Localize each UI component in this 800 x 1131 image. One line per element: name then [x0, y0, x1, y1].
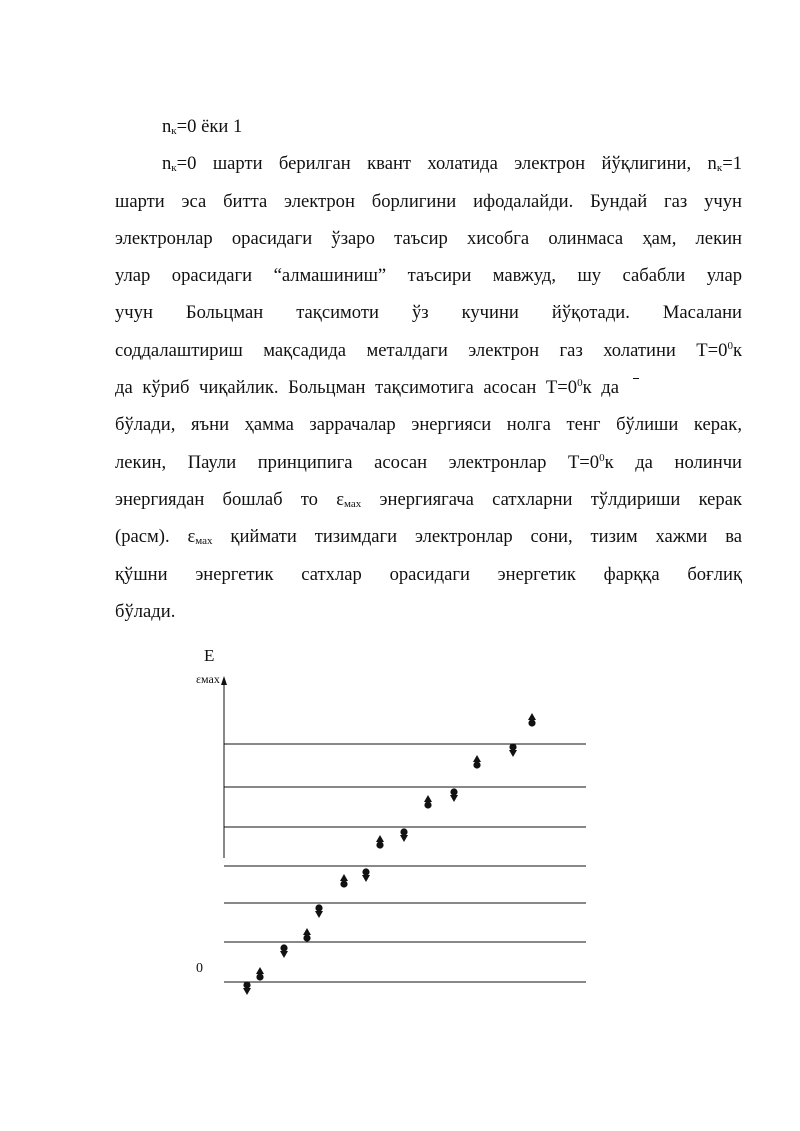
spin-up-electron — [528, 713, 536, 727]
degree-superscript: 0 — [599, 451, 605, 464]
spin-down-electron — [280, 944, 288, 958]
n-symbol: n — [162, 153, 172, 175]
spin-down-electron — [509, 743, 517, 757]
spin-up-electron — [303, 928, 311, 942]
spin-down-electron — [243, 981, 251, 995]
axis-arrow-icon — [221, 676, 227, 685]
text-span: қиймати тизимдаги электронлар сони, тизим хажми ва — [212, 526, 742, 548]
n-symbol: n — [162, 116, 172, 137]
text-span: к да — [582, 377, 619, 399]
electrons — [243, 713, 536, 995]
text-line-3: шарти эса битта электрон борлигини ифодалайди. Бундай газ учун — [115, 190, 742, 212]
text-span: =0 ёки 1 — [176, 116, 243, 137]
spin-up-electron — [256, 967, 264, 981]
text-line-14: бўлади. — [115, 600, 176, 622]
n-symbol: n — [707, 153, 717, 175]
energy-axis-label: E — [204, 646, 215, 665]
text-line-6: учун Больцман тақсимоти ўз кучини йўқотади. Масалани — [115, 302, 742, 324]
text-span: =1 — [722, 153, 742, 175]
k-subscript: к — [716, 162, 723, 175]
spin-up-electron — [376, 835, 384, 849]
text-span: к — [732, 339, 742, 361]
text-line-4: электронлар орасидаги ўзаро таъсир хисобга олинмаса ҳам, лекин — [115, 227, 742, 249]
max-subscript: мах — [195, 535, 213, 548]
spin-down-electron — [315, 904, 323, 918]
text-line-9: бўлади, яъни ҳамма заррачалар энергияси нолга тенг бўлиши керак, — [115, 414, 742, 436]
k-subscript: к — [171, 125, 177, 137]
text-span: =0 шарти берилган квант холатида электрон йўқлигини, — [176, 153, 708, 175]
text-span: соддалаштириш мақсадида металдаги электрон газ холатини Т=0 — [115, 339, 728, 361]
max-subscript: мах — [344, 497, 362, 510]
text-span: да кўриб чиқайлик. Больцман тақсимотига асосан Т=0 — [115, 377, 578, 399]
k-subscript: к — [171, 162, 177, 175]
spin-up-electron — [473, 755, 481, 769]
spin-up-electron — [424, 795, 432, 809]
spin-down-electron — [362, 868, 370, 882]
spin-down-electron — [400, 828, 408, 842]
text-span: энергиядан бошлаб то ε — [115, 488, 345, 510]
emax-label: εмах — [196, 672, 220, 686]
text-span: (расм). ε — [115, 526, 196, 548]
spin-down-electron — [450, 788, 458, 802]
degree-superscript: 0 — [577, 377, 583, 390]
zero-label: 0 — [196, 961, 203, 976]
text-line-13: қўшни энергетик сатхлар орасидаги энергетик фарққа боғлиқ — [115, 563, 742, 585]
text-line-5: улар орасидаги “алмашиниш” таъсири мавжуд, шу сабабли улар — [115, 265, 742, 287]
energy-levels — [224, 744, 586, 982]
text-span: к да нолинчи — [604, 451, 742, 473]
spin-up-electron — [340, 874, 348, 888]
text-span: лекин, Паули принципига асосан электронлар Т=0 — [115, 451, 600, 473]
text-span: энергиягача сатхларни тўлдириши керак — [361, 488, 742, 510]
degree-superscript: 0 — [727, 339, 733, 352]
